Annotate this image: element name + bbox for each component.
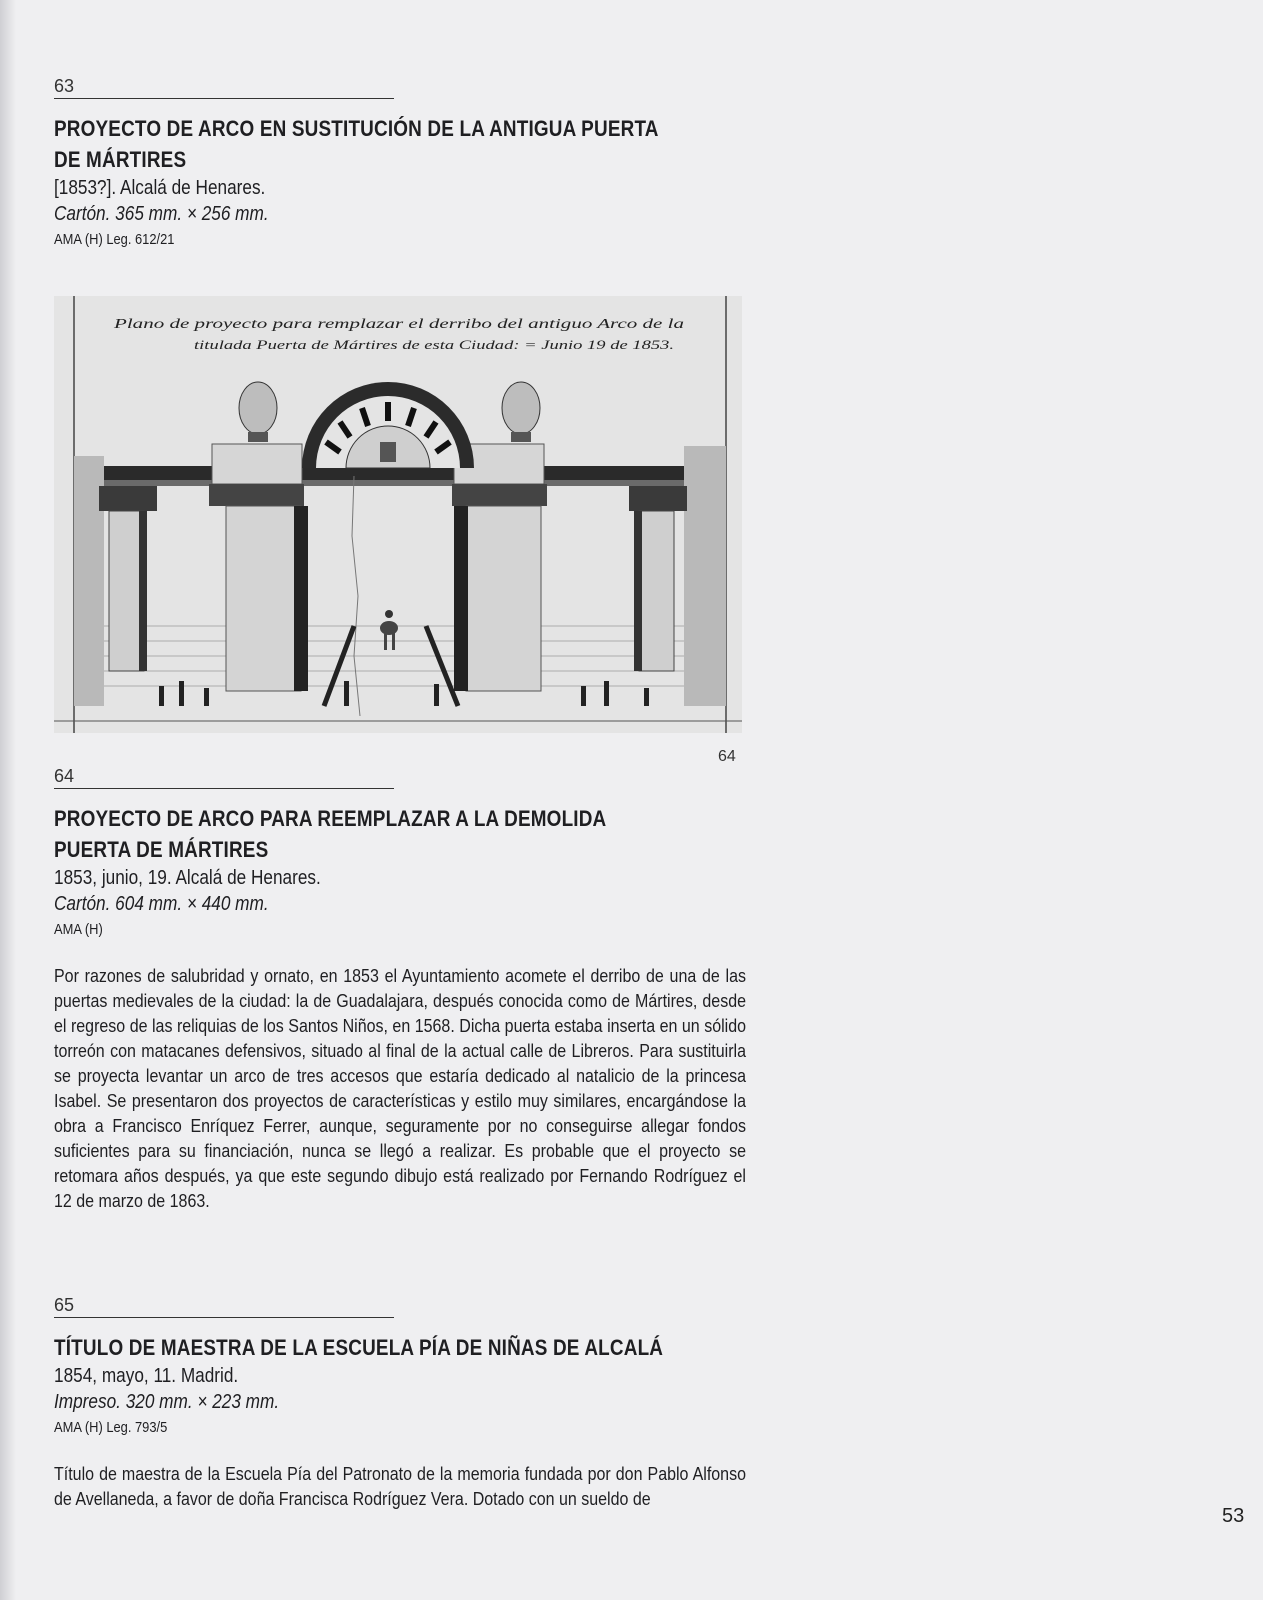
entry-title-line: PUERTA DE MÁRTIRES: [54, 837, 269, 862]
arch-drawing-image: [54, 296, 742, 733]
entry-title: [54, 803, 656, 865]
entry-date: [1853?]. Alcalá de Henares.: [54, 177, 266, 199]
entry-date: 1854, mayo, 11. Madrid.: [54, 1365, 239, 1387]
entry-description: Título de maestra de la Escuela Pía del Patronato de la memoria fundada por don Pablo Alfonso de Avellaneda, a favor de doña Francisca Rodríguez Vera. Dotado con un sueldo de: [54, 1463, 746, 1509]
handwritten-title-line: Plano de proyecto para remplazar el derribo del antiguo Arco de la: [112, 317, 684, 332]
entry-support: Cartón. 365 mm. × 256 mm.: [54, 203, 269, 225]
entry-title-line: PROYECTO DE ARCO EN SUSTITUCIÓN DE LA ANTIGUA PUERTA: [54, 116, 659, 141]
entry-date: 1853, junio, 19. Alcalá de Henares.: [54, 867, 321, 889]
entry-title-line: PROYECTO DE ARCO PARA REEMPLAZAR A LA DEMOLIDA: [54, 806, 607, 831]
catalog-entry-65: [54, 1295, 754, 1511]
entry-number: 63: [54, 76, 75, 96]
entry-number: 64: [54, 766, 75, 786]
figure-caption: 64: [718, 748, 736, 765]
entry-reference: AMA (H) Leg. 793/5: [54, 1419, 168, 1436]
entry-title-line: TÍTULO DE MAESTRA DE LA ESCUELA PÍA DE NIÑAS DE ALCALÁ: [54, 1335, 664, 1360]
entry-number: 65: [54, 1295, 75, 1315]
page-gutter-shadow: [0, 0, 16, 1600]
handwritten-title-line: titulada Puerta de Mártires de esta Ciudad: = Junio 19 de 1853.: [194, 337, 674, 352]
catalog-entry-64: [54, 766, 754, 1213]
catalog-entry-63: [54, 76, 754, 251]
entry-reference: AMA (H) Leg. 612/21: [54, 231, 175, 248]
entry-reference: AMA (H): [54, 921, 103, 938]
entry-title-line: DE MÁRTIRES: [54, 147, 187, 172]
entry-support: Impreso. 320 mm. × 223 mm.: [54, 1391, 280, 1413]
entry-rule: [54, 788, 394, 789]
entry-rule: [54, 1317, 394, 1318]
entry-support: Cartón. 604 mm. × 440 mm.: [54, 893, 269, 915]
entry-title: [54, 1332, 664, 1363]
entry-title: [54, 113, 659, 175]
entry-description: Por razones de salubridad y ornato, en 1853 el Ayuntamiento acomete el derribo de una de las puertas medievales de la ciudad: la de Guadalajara, después conocida como de Mártires, desde el regreso de las reliquias de los Santos Niños, en 1568. Dicha puerta estaba inserta en un sólido torreón con matacanes defensivos, situado al final de la actual calle de Libreros. Para sustituirla se proyecta levantar un arco de tres accesos que estaría dedicado al natalicio de la princesa Isabel. Se presentaron dos proyectos de características y estilo muy similares, encargándose la obra a Francisco Enríquez Ferrer, aunque, seguramente por no conseguirse allegar fondos suficientes para su financiación, nunca se llegó a realizar. Es probable que el proyecto se retomara años después, ya que este segundo dibujo está realizado por Fernando Rodríguez el 12 de marzo de 1863.: [54, 965, 746, 1211]
page-number: 53: [1222, 1505, 1245, 1527]
entry-rule: [54, 98, 394, 99]
